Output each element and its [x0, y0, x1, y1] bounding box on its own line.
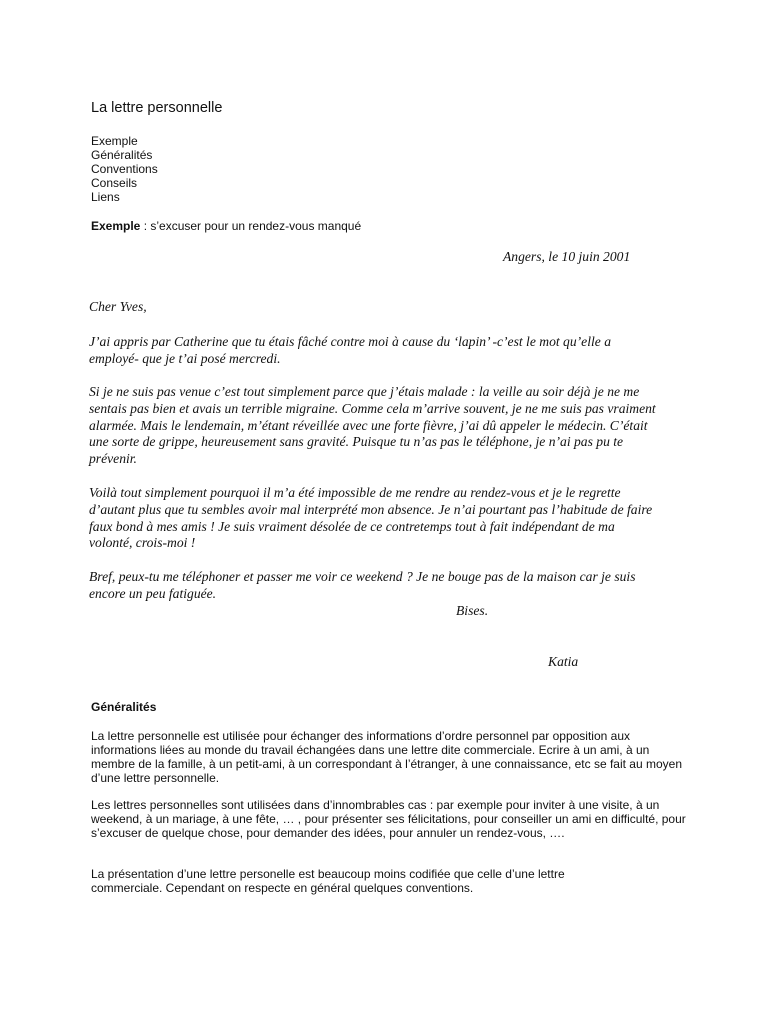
table-of-contents — [91, 134, 158, 204]
body-paragraph: La présentation d’une lettre personelle est beaucoup moins codifiée que celle d’une lettre commerciale. Cependant on respecte en général quelques conventions. — [91, 867, 565, 895]
toc-item-conseils: Conseils — [91, 176, 138, 190]
letter-salutation: Cher Yves, — [89, 299, 147, 314]
toc-item-exemple: Exemple — [91, 134, 138, 148]
example-description: : s’excuser pour un rendez-vous manqué — [140, 219, 362, 233]
example-heading — [91, 219, 361, 233]
letter-date: Angers, le 10 juin 2001 — [503, 249, 631, 264]
letter-paragraph: Voilà tout simplement pourquoi il m’a été impossible de me rendre au rendez-vous et je le regrette d’autant plus que tu sembles avoir mal interprété mon absence. Je n’ai pourtant pas l’habitude de faire faux bond à mes amis ! Je suis vraiment désolée de ce contretemps tout à fait indépendant de ma volonté, crois-moi ! — [89, 485, 653, 551]
toc-item-liens: Liens — [91, 190, 120, 204]
letter-signature: Katia — [548, 654, 579, 669]
toc-item-generalites: Généralités — [91, 148, 153, 162]
letter-closing: Bises. — [456, 603, 489, 618]
section-heading-generalites: Généralités — [91, 700, 157, 714]
toc-item-conventions: Conventions — [91, 162, 158, 176]
letter-paragraph: J’ai appris par Catherine que tu étais fâché contre moi à cause du ‘lapin’ -c’est le mot qu’elle a employé- que je t’ai posé mercredi. — [89, 334, 611, 366]
letter-paragraph: Si je ne suis pas venue c’est tout simplement parce que j’étais malade : la veille au soir déjà je ne me sentais pas bien et avais un terrible migraine. Comme cela m’arrive souvent, je ne me suis pas vraiment alarmée. Mais le lendemain, m’étant réveillée avec une forte fièvre, j’ai dû appeler le médecin. C’était une sorte de grippe, heureusement sans gravité. Puisque tu n’as pas le téléphone, je n’ai pas pu te prévenir. — [89, 384, 656, 467]
example-label: Exemple — [91, 219, 141, 233]
letter-paragraph: Bref, peux-tu me téléphoner et passer me voir ce weekend ? Je ne bouge pas de la maison car je suis encore un peu fatiguée. — [89, 569, 636, 601]
page-title: La lettre personnelle — [91, 100, 223, 116]
body-paragraph: La lettre personnelle est utilisée pour échanger des informations d’ordre personnel par opposition aux informations liées au monde du travail échangées dans une lettre dite commerciale. Ecrire à un ami, à un membre de la famille, à un petit-ami, à un correspondant à l’étranger, à une connaissance, etc se fait au moyen d’une lettre personnelle. — [91, 729, 682, 785]
body-paragraph: Les lettres personnelles sont utilisées dans d’innombrables cas : par exemple pour inviter à une visite, à un weekend, à un mariage, à une fête, … , pour présenter ses félicitations, pour conseiller un ami en difficulté, pour s’excuser de quelque chose, pour demander des idées, pour annuler un rendez-vous, …. — [91, 798, 686, 840]
